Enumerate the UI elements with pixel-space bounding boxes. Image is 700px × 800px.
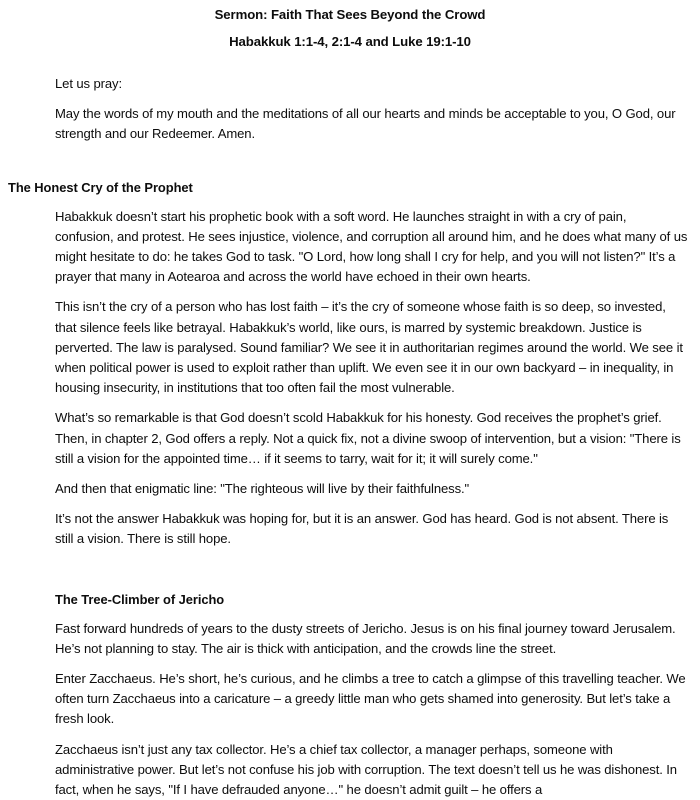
page-subtitle: Habakkuk 1:1-4, 2:1-4 and Luke 19:1-10	[229, 34, 471, 49]
paragraph: And then that enigmatic line: "The righteous will live by their faithfulness."	[55, 481, 470, 497]
prayer-intro-text: Let us pray:	[55, 76, 122, 91]
paragraph: What’s so remarkable is that God doesn’t scold Habakkuk for his honesty. God receives the prophet’s grief. Then, in chapter 2, God offers a reply. Not a quick fix, not a divine swoop of intervention, but a vision: "There is still a vision for the appointed time… if it seems to tarry, wait for it; it will surely come."	[55, 410, 681, 466]
document-title-block	[0, 0, 700, 52]
paragraph: Fast forward hundreds of years to the dusty streets of Jericho. Jesus is on his final journey toward Jerusalem. He’s not planning to stay. The air is thick with anticipation, and the crowds line the street.	[55, 620, 676, 656]
section-body-honest-cry	[0, 198, 700, 550]
section-heading-honest-cry: The Honest Cry of the Prophet	[8, 179, 193, 195]
section-heading-tree-climber: The Tree-Climber of Jericho	[55, 591, 225, 607]
paragraph: Habakkuk doesn’t start his prophetic book with a soft word. He launches straight in with a cry of pain, confusion, and protest. He sees injustice, violence, and corruption all around him, and he does what many of us might hesitate to do: he takes God to task. "O Lord, how long shall I cry for help, and you will not listen?" It’s a prayer that many in Aotearoa and across the world have echoed in their own hearts.	[55, 208, 688, 285]
section-tree-climber-of-jericho	[0, 550, 700, 800]
section-body-tree-climber	[0, 610, 700, 800]
opening-prayer-block	[0, 52, 700, 145]
paragraph: Zacchaeus isn’t just any tax collector. He’s a chief tax collector, a manager perhaps, someone with administrative power. But let’s not confuse his job with corruption. The text doesn’t tell us he was dishonest. In fact, when he says, "If I have defrauded anyone…" he doesn’t admit guilt – he offers a	[55, 741, 677, 798]
paragraph: This isn’t the cry of a person who has lost faith – it’s the cry of someone whose faith is so deep, so invested, that silence feels like betrayal. Habakkuk’s world, like ours, is marred by systemic breakdown. Justice is perverted. The law is paralysed. Sound familiar? We see it in authoritarian regimes around the world. We see it when political power is used to exploit rather than uplift. We even see it in our own backyard – in inequality, in housing insecurity, in institutions that too often fail the most vulnerable.	[55, 299, 683, 396]
prayer-text: May the words of my mouth and the meditations of all our hearts and minds be acceptable to you, O God, our strength and our Redeemer. Amen.	[55, 106, 676, 142]
page-title: Sermon: Faith That Sees Beyond the Crowd	[214, 7, 486, 22]
section-honest-cry-of-the-prophet	[0, 145, 700, 550]
paragraph: It’s not the answer Habakkuk was hoping for, but it is an answer. God has heard. God is not absent. There is still a vision. There is still hope.	[55, 511, 669, 547]
paragraph: Enter Zacchaeus. He’s short, he’s curious, and he climbs a tree to catch a glimpse of this travelling teacher. We often turn Zacchaeus into a caricature – a greedy little man who gets shamed into generosity. But let’s take a fresh look.	[55, 671, 686, 727]
